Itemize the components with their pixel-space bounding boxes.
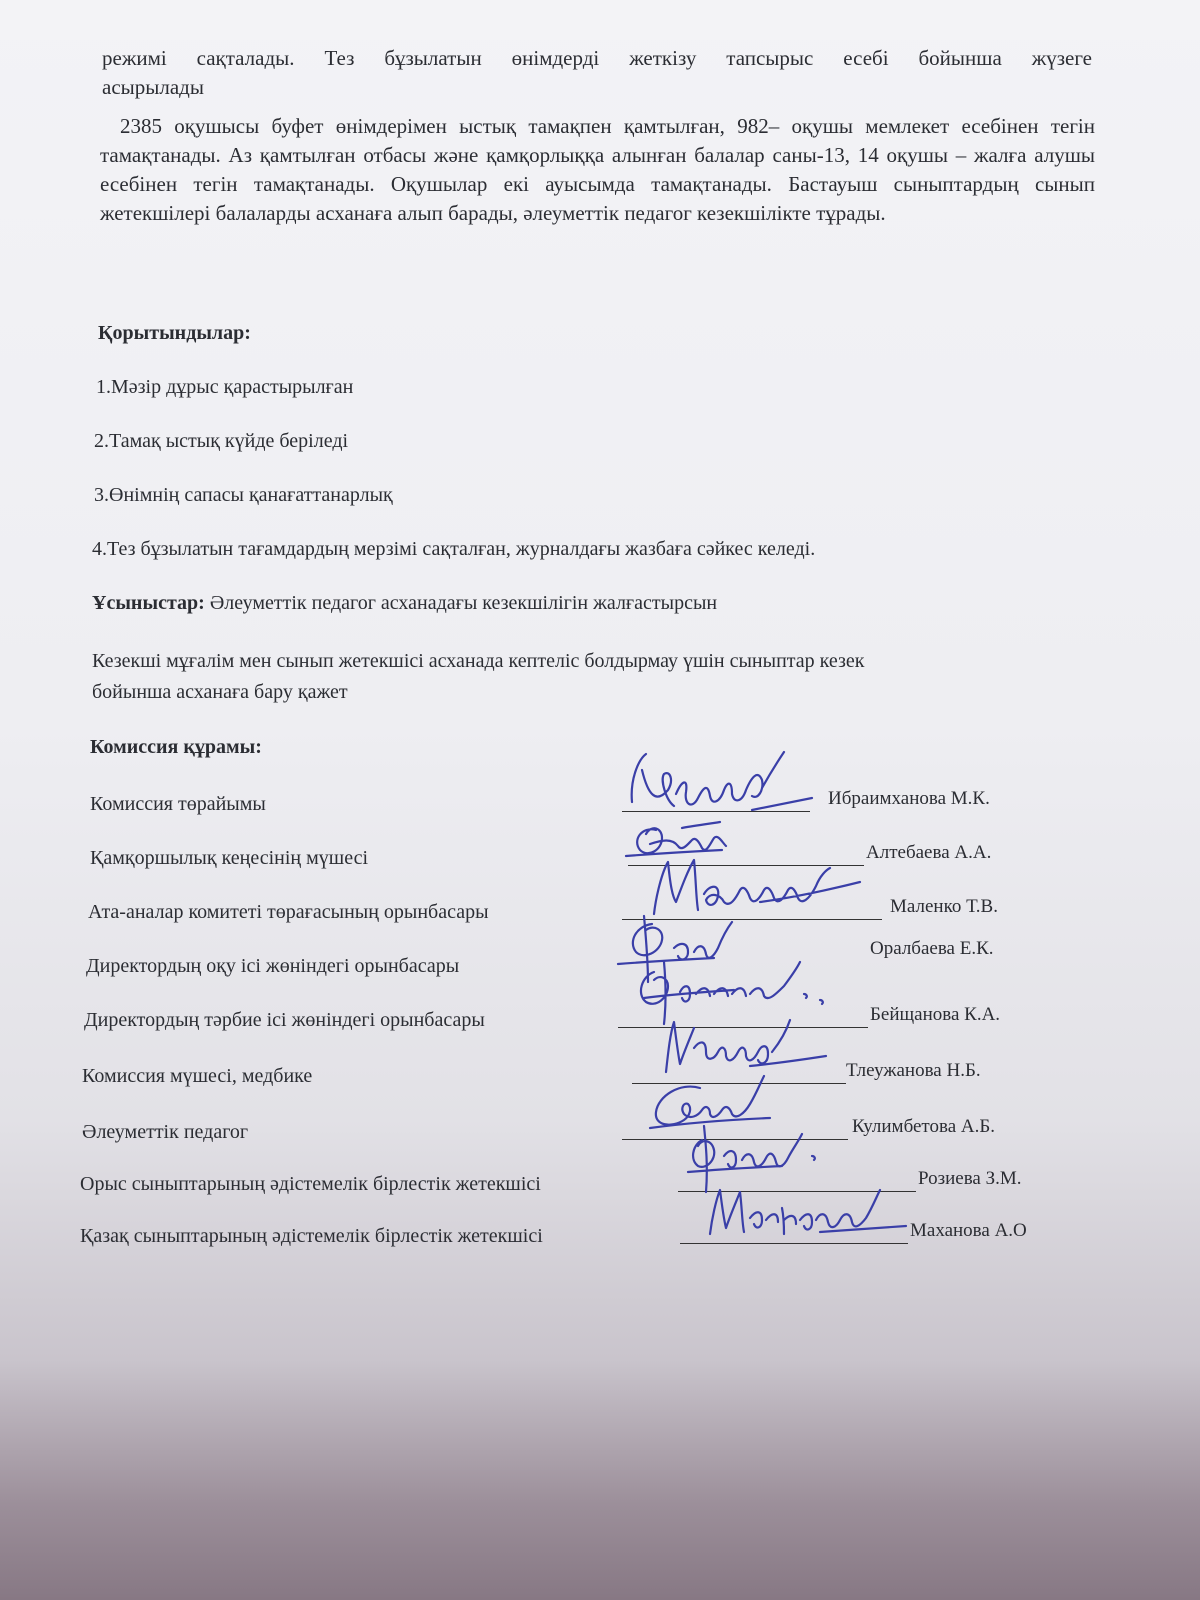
member-name: Ибраимханова М.К. bbox=[828, 788, 990, 809]
recommendations-text: Әлеуметтік педагог асханадағы кезекшілігін жалғастырсын bbox=[209, 592, 718, 614]
commission-row bbox=[0, 938, 1200, 982]
member-name: Кулимбетова А.Б. bbox=[852, 1116, 996, 1137]
commission-row bbox=[0, 1108, 1200, 1148]
commission-row bbox=[0, 888, 1200, 928]
member-name: Маленко Т.В. bbox=[890, 896, 998, 917]
member-role: Ата-аналар комитеті төрағасының орынбасары bbox=[88, 901, 489, 923]
member-name: Алтебаева А.А. bbox=[866, 842, 992, 863]
recommendation-2-line-2: бойынша асханаға бару қажет bbox=[92, 681, 348, 703]
recommendation-2 bbox=[92, 646, 864, 708]
conclusion-item: 1.Мәзір дұрыс қарастырылған bbox=[96, 376, 354, 398]
body-paragraph: 2385 оқушысы буфет өнімдерімен ыстық тамақпен қамтылған, 982– оқушы мемлекет есебінен тегін тамақтанады. Аз қамтылған отбасы және қамқорлыққа алынған балалар саны-13, 14 оқушы – жалға алушы есебінен тегін тамақтанады. Оқушылар екі ауысымда тамақтанады. Бастауыш сыныптардың сынып жетекшілері балаларды асханаға алып барады, әлеуметтік педагог кезекшілікте тұрады. bbox=[100, 114, 1095, 225]
commission-row bbox=[0, 834, 1200, 874]
member-role: Қамқоршылық кеңесінің мүшесі bbox=[90, 847, 368, 869]
intro-line-2: асырылады bbox=[102, 75, 204, 99]
conclusions-heading: Қорытындылар: bbox=[98, 322, 251, 344]
intro-text bbox=[102, 44, 1092, 102]
commission-heading: Комиссия құрамы: bbox=[90, 736, 262, 758]
commission-row bbox=[0, 1212, 1200, 1252]
member-role: Директордың оқу ісі жөніндегі орынбасары bbox=[86, 955, 460, 977]
member-role: Комиссия мүшесі, медбике bbox=[82, 1065, 313, 1087]
commission-row bbox=[0, 780, 1200, 820]
signature-image bbox=[700, 1178, 910, 1248]
commission-row bbox=[0, 1160, 1200, 1200]
recommendations bbox=[92, 592, 717, 615]
member-role: Комиссия төрайымы bbox=[90, 793, 266, 815]
member-name: Тлеужанова Н.Б. bbox=[846, 1060, 981, 1081]
member-name: Маханова А.О bbox=[910, 1220, 1027, 1241]
intro-line-1: режимі сақталады. Тез бұзылатын өнімдерді жеткізу тапсырыс есебі бойынша жүзеге bbox=[102, 46, 1092, 70]
conclusion-item: 3.Өнімнің сапасы қанағаттанарлық bbox=[94, 484, 393, 506]
conclusion-item: 4.Тез бұзылатын тағамдардың мерзімі сақталған, журналдағы жазбаға сәйкес келеді. bbox=[92, 538, 816, 560]
member-name: Розиева З.М. bbox=[918, 1168, 1022, 1189]
commission-row bbox=[0, 996, 1200, 1036]
member-role: Әлеуметтік педагог bbox=[82, 1121, 249, 1143]
member-role: Орыс сыныптарының әдістемелік бірлестік жетекшісі bbox=[80, 1173, 541, 1195]
conclusion-item: 2.Тамақ ыстық күйде беріледі bbox=[94, 430, 349, 452]
recommendations-label: Ұсыныстар: bbox=[92, 592, 205, 614]
member-name: Бейщанова К.А. bbox=[870, 1004, 1001, 1025]
member-name: Оралбаева Е.К. bbox=[870, 938, 994, 959]
recommendation-2-line-1: Кезекші мұғалім мен сынып жетекшісі асханада кептеліс болдырмау үшін сыныптар кезек bbox=[92, 650, 865, 672]
member-role: Қазақ сыныптарының әдістемелік бірлестік жетекшісі bbox=[80, 1225, 543, 1247]
member-role: Директордың тәрбие ісі жөніндегі орынбасары bbox=[84, 1009, 485, 1031]
commission-row bbox=[0, 1052, 1200, 1092]
